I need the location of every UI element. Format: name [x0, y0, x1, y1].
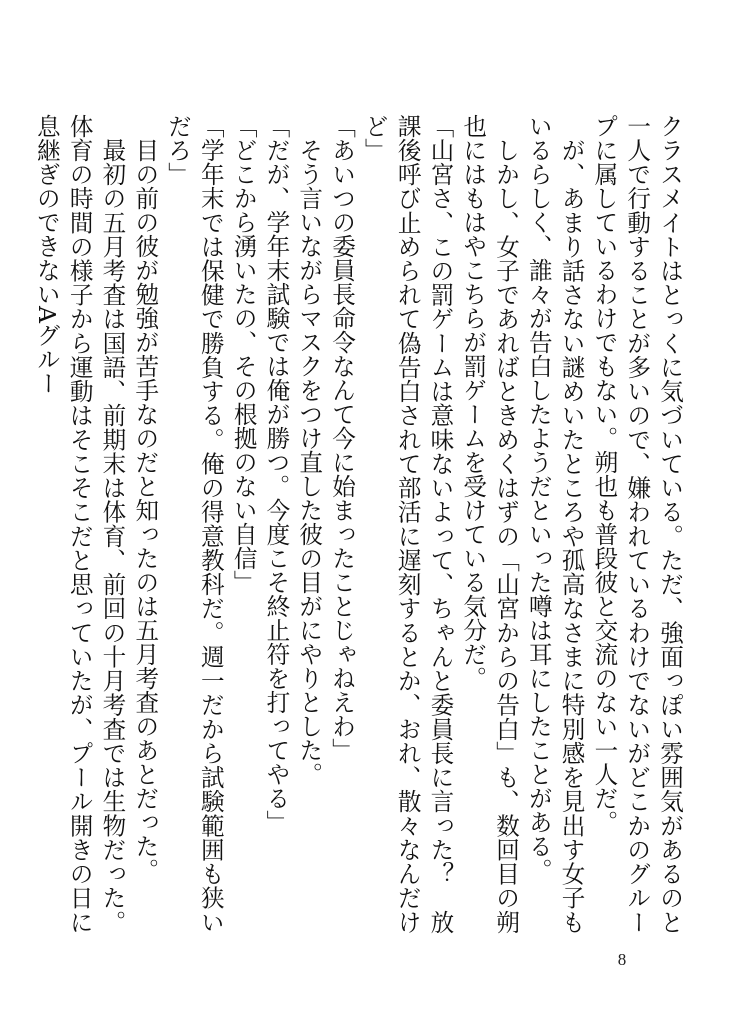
paragraph: が、あまり話さない謎めいたところや孤高なさまに特別感を見出す女子もいるらしく、誰々が告白したようだといった噂は耳にしたことがある。 [524, 114, 586, 934]
paragraph: しかし、女子であればときめくはずの「山宮からの告白」も、数回目の朔也にはもはやこちらが罰ゲームを受けている気分だ。 [459, 114, 521, 934]
page-number: 8 [617, 950, 627, 969]
paragraph: そう言いながらマスクをつけ直した彼の目がにやりとした。 [295, 114, 324, 786]
paragraph: 「どこから湧いたの、その根拠のない自信」 [229, 114, 258, 594]
vertical-text-body [32, 114, 686, 934]
paragraph: 「山宮さ、この罰ゲームは意味ないよって、ちゃんと委員長に言った？ 放課後呼び止められて偽告白されて部活に遅刻するとか、おれ、散々なんだけど」 [360, 114, 455, 934]
paragraph: 最初の五月考査は国語、前期末は体育、前回の十月考査では生物だった。体育の時間の様子から運動はそこそこだと思っていたが、プール開きの日に息継ぎのできないAグルー [32, 114, 127, 934]
paragraph: 目の前の彼が勉強が苦手なのだと知ったのは五月考査のあとだった。 [131, 114, 160, 882]
paragraph: 「あいつの委員長命令なんて今に始まったことじゃねえわ」 [328, 114, 357, 762]
paragraph: 「学年末では保健で勝負する。俺の得意教科だ。週一だから試験範囲も狭いだろ」 [164, 114, 225, 934]
paragraph: クラスメイトはとっくに気づいている。ただ、強面っぽい雰囲気があるのと一人で行動することが多いので、嫌われているわけでないがどこかのグループに属しているわけでもない。朔也も普段彼と交流のない一人だ。 [590, 114, 684, 934]
paragraph: 「だが、学年末試験では俺が勝つ。今度こそ終止符を打ってやる」 [262, 114, 291, 834]
